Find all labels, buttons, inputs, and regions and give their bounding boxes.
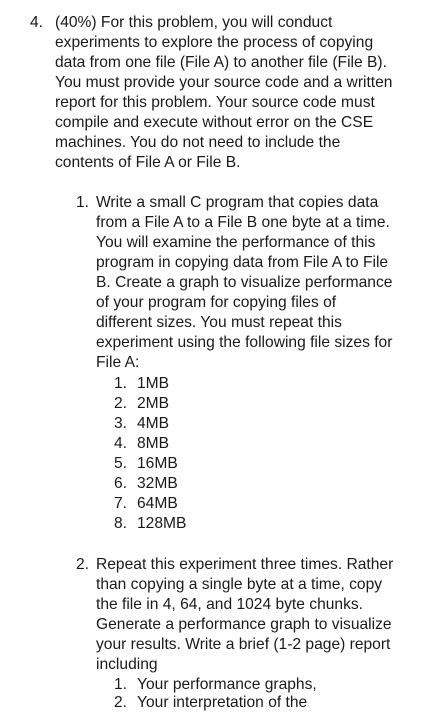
part1-number: 1. xyxy=(76,194,90,211)
subitem-number: 2. xyxy=(114,694,128,711)
size-item-number: 1. xyxy=(114,375,128,392)
problem-line: compile and execute without error on the CSE xyxy=(55,114,374,131)
problem-line: (40%) For this problem, you will conduct xyxy=(55,14,333,31)
part2-line: Repeat this experiment three times. Rather xyxy=(96,556,394,573)
part2-line: the file in 4, 64, and 1024 byte chunks. xyxy=(96,596,364,613)
size-item-label: 16MB xyxy=(137,455,178,472)
part1-line: B. Create a graph to visualize performance xyxy=(96,274,393,291)
problem-line: contents of File A or File B. xyxy=(55,154,241,171)
part1-line: different sizes. You must repeat this xyxy=(96,314,342,331)
size-item-number: 3. xyxy=(114,415,128,432)
part2-number: 2. xyxy=(76,556,90,573)
part1-line: program in copying data from File A to File xyxy=(96,254,389,271)
part2-line: your results. Write a brief (1-2 page) report xyxy=(96,636,391,653)
subitem-label: Your interpretation of the xyxy=(137,694,308,711)
part2-line: Generate a performance graph to visualize xyxy=(96,616,392,633)
size-item-label: 32MB xyxy=(137,475,178,492)
size-item-number: 5. xyxy=(114,455,128,472)
size-item-label: 1MB xyxy=(137,375,170,392)
problem-line: machines. You do not need to include the xyxy=(55,134,341,151)
part2-line: including xyxy=(96,656,158,673)
size-item-number: 6. xyxy=(114,475,128,492)
size-item-number: 2. xyxy=(114,395,128,412)
size-item-label: 2MB xyxy=(137,395,170,412)
size-item-label: 64MB xyxy=(137,495,178,512)
part1-line: File A: xyxy=(96,354,140,371)
part1-line: You will examine the performance of this xyxy=(96,234,376,251)
size-item-number: 4. xyxy=(114,435,128,452)
problem-line: data from one file (File A) to another file (File B). xyxy=(55,54,387,71)
part1-line: Write a small C program that copies data xyxy=(96,194,379,211)
size-item-label: 128MB xyxy=(137,515,187,532)
problem-line: report for this problem. Your source code must xyxy=(55,94,375,111)
problem-line: experiments to explore the process of copying xyxy=(55,34,374,51)
problem-line: You must provide your source code and a written xyxy=(55,74,393,91)
problem-number: 4. xyxy=(30,14,44,31)
part1-line: of your program for copying files of xyxy=(96,294,337,311)
part1-line: experiment using the following file sizes for xyxy=(96,334,393,351)
part1-line: from a File A to a File B one byte at a time. xyxy=(96,214,390,231)
part2-line: than copying a single byte at a time, copy xyxy=(96,576,383,593)
size-item-label: 4MB xyxy=(137,415,170,432)
size-item-number: 8. xyxy=(114,515,128,532)
subitem-number: 1. xyxy=(114,676,128,693)
size-item-number: 7. xyxy=(114,495,128,512)
subitem-label: Your performance graphs, xyxy=(137,676,317,693)
size-item-label: 8MB xyxy=(137,435,170,452)
